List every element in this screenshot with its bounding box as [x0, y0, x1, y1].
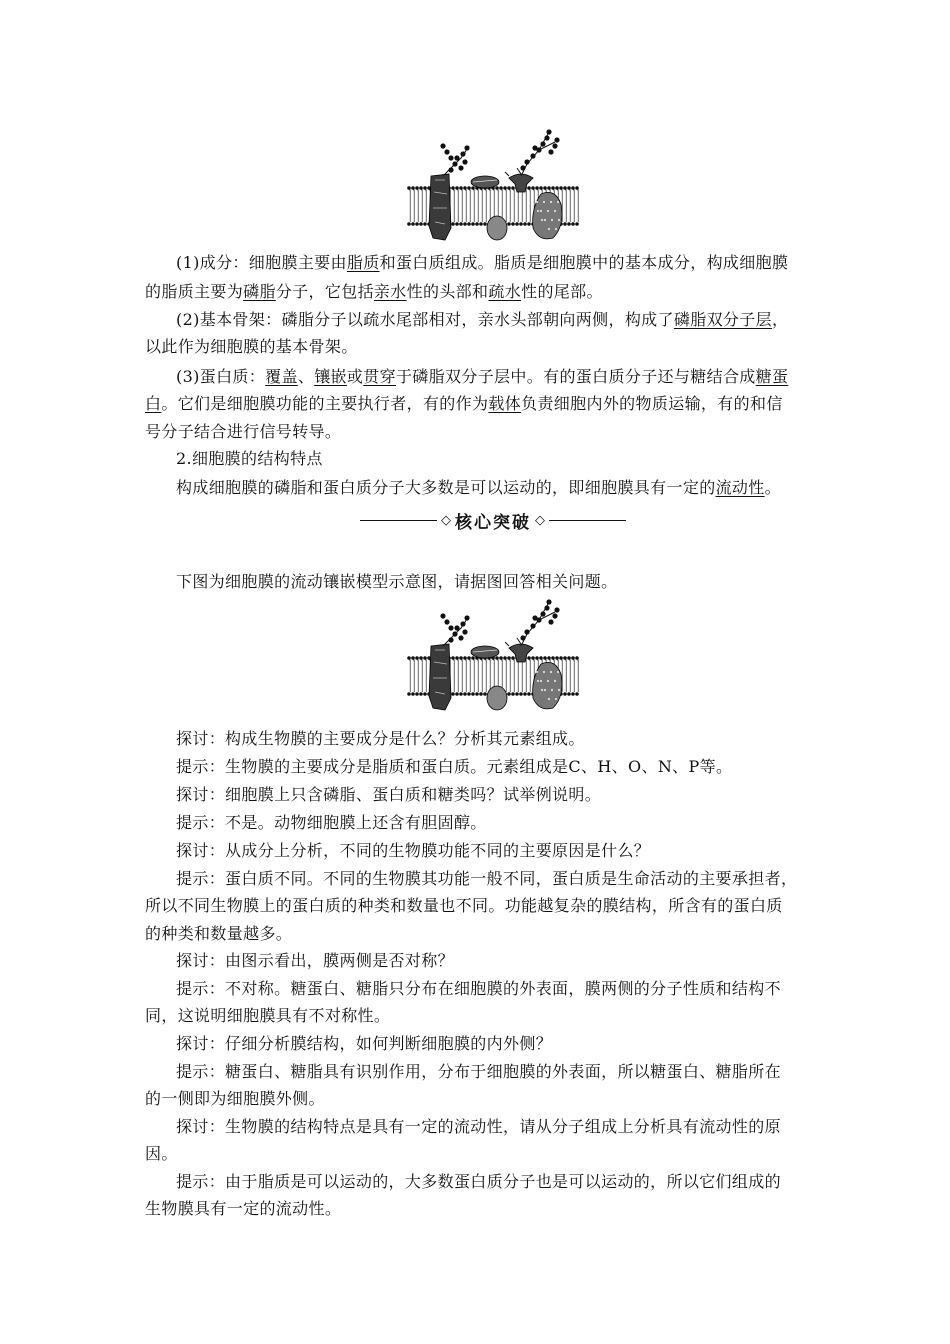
lipid-head — [415, 222, 419, 226]
sugar-bead — [532, 615, 537, 620]
lipid-head — [527, 656, 531, 660]
lipid-tail — [577, 190, 578, 222]
sugar-bead — [448, 625, 453, 630]
lipid-head — [563, 656, 567, 660]
protein-speckle — [551, 689, 553, 691]
lipid-tail — [461, 660, 462, 692]
qa-line: 因。 — [145, 1144, 178, 1163]
sugar-bead — [546, 129, 551, 134]
lipid-head — [539, 656, 543, 660]
lipid-head — [499, 186, 503, 190]
lipid-head — [511, 186, 515, 190]
lipid-tail — [421, 660, 422, 692]
qa-line: 探讨：由图示看出，膜两侧是否对称？ — [176, 951, 454, 970]
lipid-head — [411, 656, 415, 660]
lipid-tail — [517, 190, 518, 222]
qa-line: 生物膜具有一定的流动性。 — [145, 1199, 342, 1218]
lipid-tail — [569, 660, 570, 692]
lipid-head — [527, 692, 531, 696]
lipid-tail — [409, 660, 410, 692]
lipid-head — [559, 186, 563, 190]
lipid-head — [467, 222, 471, 226]
qa-line: 提示：由于脂质是可以运动的，大多数蛋白质分子也是可以运动的，所以它们组成的 — [176, 1172, 781, 1191]
lipid-head — [543, 186, 547, 190]
lipid-head — [511, 222, 515, 226]
lipid-head — [503, 656, 507, 660]
protein-speckle — [544, 689, 546, 691]
protein-speckle — [540, 210, 542, 212]
sugar-bead — [462, 629, 467, 634]
lipid-head — [511, 656, 515, 660]
lipid-tail — [577, 660, 578, 692]
lipid-tail — [469, 190, 470, 222]
lipid-head — [467, 656, 471, 660]
lipid-head — [471, 656, 475, 660]
lipid-head — [463, 692, 467, 696]
qa-line: 探讨：从成分上分析，不同的生物膜功能不同的主要原因是什么？ — [176, 841, 651, 860]
protein-speckle — [550, 201, 552, 203]
protein-speckle — [543, 671, 545, 673]
lipid-tail — [453, 660, 454, 692]
qa-line: 同，这说明细胞膜具有不对称性。 — [145, 1006, 391, 1025]
lipid-head — [459, 656, 463, 660]
lipid-tail — [489, 190, 490, 222]
lipid-head — [475, 692, 479, 696]
sugar-bead — [552, 613, 557, 618]
protein-speckle — [543, 201, 545, 203]
lipid-tail — [477, 190, 478, 222]
sugar-bead — [448, 155, 453, 160]
lipid-tail — [453, 190, 454, 222]
lipid-tail — [457, 660, 458, 692]
protein-speckle — [547, 210, 549, 212]
lipid-head — [407, 692, 411, 696]
lipid-tail — [489, 660, 490, 692]
lipid-head — [503, 186, 507, 190]
lipid-head — [423, 186, 427, 190]
protein-speckle — [536, 671, 538, 673]
protein-speckle — [544, 219, 546, 221]
lipid-head — [459, 186, 463, 190]
lipid-head — [415, 692, 419, 696]
inner-protein — [487, 686, 507, 710]
lipid-head — [575, 656, 579, 660]
lipid-tail — [525, 190, 526, 222]
lipid-tail — [505, 190, 506, 222]
lipid-head — [479, 222, 483, 226]
protein-speckle — [537, 680, 539, 682]
protein-speckle — [541, 689, 543, 691]
sugar-bead — [548, 149, 553, 154]
qa-line: 提示：生物膜的主要成分是脂质和蛋白质。元素组成是C、H、O、N、P等。 — [176, 757, 733, 776]
lipid-tail — [461, 190, 462, 222]
lipid-head — [511, 692, 515, 696]
lipid-head — [463, 222, 467, 226]
lipid-head — [451, 222, 455, 226]
lipid-tail — [525, 660, 526, 692]
protein-speckle — [558, 689, 560, 691]
intro-text: 下图为细胞膜的流动镶嵌模型示意图，请据图回答相关问题。 — [176, 572, 618, 591]
protein-speckle — [555, 228, 557, 230]
qa-line: 探讨：构成生物膜的主要成分是什么？分析其元素组成。 — [176, 729, 585, 748]
lipid-head — [407, 222, 411, 226]
paragraph-composition-line2: 的脂质主要为磷脂分子，它包括亲水性的头部和疏水性的尾部。 — [145, 282, 603, 301]
qa-line: 探讨：细胞膜上只含磷脂、蛋白质和糖类吗？试举例说明。 — [176, 785, 602, 804]
lipid-tail — [569, 190, 570, 222]
lipid-head — [423, 656, 427, 660]
lipid-head — [459, 692, 463, 696]
lipid-tail — [473, 190, 474, 222]
header-rule-right — [549, 520, 626, 521]
lipid-head — [451, 186, 455, 190]
section-header-core-breakthrough — [360, 508, 626, 532]
lipid-head — [475, 222, 479, 226]
transmembrane-protein — [429, 644, 451, 710]
lipid-tail — [425, 660, 426, 692]
lipid-tail — [485, 190, 486, 222]
sugar-bead — [444, 149, 449, 154]
lipid-head — [419, 222, 423, 226]
sugar-bead — [552, 143, 557, 148]
lipid-head — [507, 692, 511, 696]
protein-speckle — [540, 680, 542, 682]
sugar-bead — [554, 607, 559, 612]
lipid-head — [455, 222, 459, 226]
inner-protein-large — [533, 192, 562, 239]
lipid-head — [563, 186, 567, 190]
lipid-tail — [477, 660, 478, 692]
lipid-head — [419, 656, 423, 660]
qa-line: 提示：蛋白质不同。不同的生物膜其功能一般不同，蛋白质是生命活动的主要承担者， — [176, 869, 798, 888]
lipid-head — [495, 186, 499, 190]
lipid-tail — [481, 660, 482, 692]
lipid-head — [555, 656, 559, 660]
sugar-bead — [444, 619, 449, 624]
lipid-head — [531, 656, 535, 660]
lipid-head — [471, 692, 475, 696]
subheading-structure-feature: 2.细胞膜的结构特点 — [176, 449, 323, 468]
qa-line: 提示：糖蛋白、糖脂具有识别作用，分布于细胞膜的外表面，所以糖蛋白、糖脂所在 — [176, 1062, 781, 1081]
protein-speckle — [548, 228, 550, 230]
lipid-head — [575, 692, 579, 696]
lipid-tail — [417, 660, 418, 692]
qa-line: 提示：不对称。糖蛋白、糖脂只分布在细胞膜的外表面，膜两侧的分子性质和结构不 — [176, 979, 781, 998]
lipid-tail — [421, 190, 422, 222]
membrane-diagram-bottom — [405, 598, 583, 716]
protein-speckle — [558, 219, 560, 221]
sugar-bead — [440, 143, 445, 148]
lipid-head — [415, 656, 419, 660]
lipid-tail — [465, 660, 466, 692]
lipid-head — [571, 186, 575, 190]
lipid-tail — [417, 190, 418, 222]
lipid-head — [551, 186, 555, 190]
lipid-head — [515, 222, 519, 226]
header-rule-left — [360, 520, 437, 521]
section-header-title: 核心突破 — [455, 512, 531, 533]
qa-line: 探讨：生物膜的结构特点是具有一定的流动性，请从分子组成上分析具有流动性的原 — [176, 1117, 781, 1136]
lipid-tail — [409, 190, 410, 222]
sugar-bead — [458, 635, 463, 640]
lipid-head — [527, 186, 531, 190]
sugar-bead — [462, 159, 467, 164]
lipid-head — [563, 692, 567, 696]
protein-speckle — [557, 201, 559, 203]
sugar-bead — [546, 599, 551, 604]
paragraph-protein-line1: (3)蛋白质：覆盖、镶嵌或贯穿于磷脂双分子层中。有的蛋白质分子还与糖结合成糖蛋 — [176, 367, 789, 386]
protein-speckle — [548, 698, 550, 700]
lipid-head — [571, 692, 575, 696]
qa-line: 的种类和数量越多。 — [145, 924, 293, 943]
lipid-head — [415, 186, 419, 190]
lipid-head — [471, 186, 475, 190]
lipid-head — [567, 186, 571, 190]
lipid-head — [407, 186, 411, 190]
lipid-head — [571, 656, 575, 660]
lipid-head — [507, 656, 511, 660]
diamond-right-icon: ◇ — [535, 512, 545, 528]
membrane-diagram-top — [405, 128, 583, 246]
lipid-head — [547, 656, 551, 660]
sugar-bead — [440, 613, 445, 618]
lipid-head — [467, 186, 471, 190]
lipid-head — [531, 186, 535, 190]
lipid-tail — [513, 660, 514, 692]
lipid-tail — [509, 660, 510, 692]
lipid-tail — [425, 190, 426, 222]
lipid-tail — [509, 190, 510, 222]
lipid-head — [407, 656, 411, 660]
lipid-head — [567, 222, 571, 226]
lipid-head — [455, 656, 459, 660]
paragraph-skeleton-line1: (2)基本骨架：磷脂分子以疏水尾部相对，亲水头部朝向两侧，构成了磷脂双分子层， — [176, 310, 789, 329]
lipid-head — [483, 222, 487, 226]
protein-speckle — [536, 201, 538, 203]
lipid-head — [575, 186, 579, 190]
lipid-tail — [457, 190, 458, 222]
lipid-head — [571, 222, 575, 226]
lipid-head — [419, 186, 423, 190]
lipid-head — [467, 692, 471, 696]
lipid-tail — [529, 190, 530, 222]
lipid-head — [563, 222, 567, 226]
lipid-head — [459, 222, 463, 226]
diamond-left-icon: ◇ — [441, 512, 451, 528]
lipid-head — [463, 186, 467, 190]
lipid-head — [547, 186, 551, 190]
lipid-head — [523, 692, 527, 696]
lipid-head — [515, 692, 519, 696]
sugar-bead — [554, 137, 559, 142]
lipid-head — [411, 692, 415, 696]
lipid-tail — [465, 190, 466, 222]
lipid-tail — [573, 190, 574, 222]
qa-line: 的一侧即为细胞膜外侧。 — [145, 1089, 325, 1108]
lipid-head — [471, 222, 475, 226]
lipid-head — [527, 222, 531, 226]
sugar-bead — [458, 165, 463, 170]
protein-speckle — [555, 698, 557, 700]
inner-protein — [487, 216, 507, 240]
protein-speckle — [537, 210, 539, 212]
lipid-tail — [521, 660, 522, 692]
lipid-head — [463, 656, 467, 660]
lipid-head — [559, 656, 563, 660]
lipid-head — [551, 656, 555, 660]
lipid-head — [575, 222, 579, 226]
lipid-head — [451, 692, 455, 696]
lipid-head — [455, 186, 459, 190]
lipid-head — [543, 656, 547, 660]
qa-line: 所以不同生物膜上的蛋白质的种类和数量也不同。功能越复杂的膜结构，所含有的蛋白质 — [145, 896, 783, 915]
protein-speckle — [547, 680, 549, 682]
fluid-mosaic-model-illustration — [405, 128, 583, 246]
inner-protein-large — [533, 662, 562, 709]
lipid-tail — [481, 190, 482, 222]
lipid-head — [411, 222, 415, 226]
paragraph-protein-line3: 号分子结合进行信号转导。 — [145, 422, 342, 441]
lipid-tail — [521, 190, 522, 222]
protein-speckle — [551, 219, 553, 221]
lipid-tail — [413, 190, 414, 222]
paragraph-skeleton-line2: 以此作为细胞膜的基本骨架。 — [145, 337, 358, 356]
lipid-head — [519, 692, 523, 696]
sugar-bead — [532, 145, 537, 150]
lipid-tail — [565, 190, 566, 222]
lipid-head — [567, 656, 571, 660]
lipid-tail — [413, 660, 414, 692]
qa-line: 提示：不是。动物细胞膜上还含有胆固醇。 — [176, 813, 487, 832]
lipid-head — [483, 692, 487, 696]
lipid-tail — [513, 190, 514, 222]
lipid-head — [411, 186, 415, 190]
protein-speckle — [550, 671, 552, 673]
lipid-head — [495, 656, 499, 660]
transmembrane-protein — [429, 174, 451, 240]
lipid-head — [499, 656, 503, 660]
lipid-head — [555, 186, 559, 190]
protein-speckle — [557, 671, 559, 673]
paragraph-protein-line2: 白。它们是细胞膜功能的主要执行者，有的作为载体负责细胞内外的物质运输，有的和信 — [145, 394, 783, 413]
lipid-tail — [485, 660, 486, 692]
lipid-tail — [565, 660, 566, 692]
lipid-tail — [469, 660, 470, 692]
lipid-tail — [473, 660, 474, 692]
lipid-head — [507, 222, 511, 226]
sugar-bead — [548, 619, 553, 624]
lipid-head — [567, 692, 571, 696]
fluid-mosaic-model-illustration — [405, 598, 583, 716]
lipid-head — [519, 222, 523, 226]
lipid-head — [419, 692, 423, 696]
lipid-head — [423, 222, 427, 226]
lipid-head — [507, 186, 511, 190]
lipid-head — [423, 692, 427, 696]
lipid-head — [451, 656, 455, 660]
lipid-tail — [529, 660, 530, 692]
protein-speckle — [554, 680, 556, 682]
lipid-head — [535, 186, 539, 190]
qa-line: 探讨：仔细分析膜结构，如何判断细胞膜的内外侧？ — [176, 1034, 553, 1053]
protein-speckle — [554, 210, 556, 212]
lipid-head — [539, 186, 543, 190]
lipid-head — [523, 222, 527, 226]
lipid-tail — [505, 660, 506, 692]
paragraph-fluidity: 构成细胞膜的磷脂和蛋白质分子大多数是可以运动的，即细胞膜具有一定的流动性。 — [176, 478, 781, 497]
paragraph-composition-line1: (1)成分：细胞膜主要由脂质和蛋白质组成。脂质是细胞膜中的基本成分，构成细胞膜 — [176, 253, 789, 272]
lipid-head — [535, 656, 539, 660]
protein-speckle — [541, 219, 543, 221]
lipid-head — [479, 692, 483, 696]
lipid-tail — [573, 660, 574, 692]
lipid-head — [455, 692, 459, 696]
lipid-tail — [517, 660, 518, 692]
